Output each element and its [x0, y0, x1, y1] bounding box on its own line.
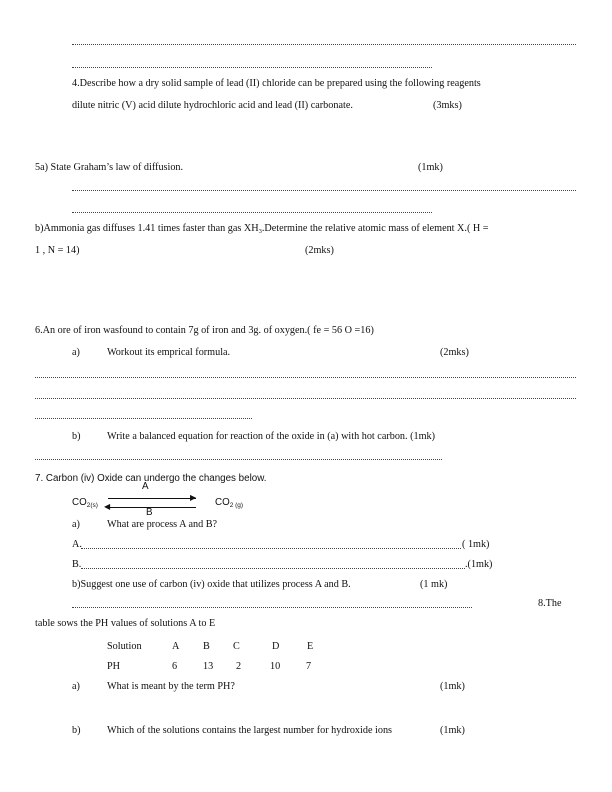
table-cell: 13 — [203, 661, 214, 672]
q8b-label: b) — [72, 725, 81, 736]
forward-arrowhead-icon: ▶ — [190, 493, 197, 502]
q8-stem-rest: table sows the PH values of solutions A to E — [35, 618, 216, 629]
q8b-text: Which of the solutions contains the largest number for hydroxide ions — [107, 725, 393, 736]
answer-a-marks: ( 1mk) — [462, 539, 490, 550]
answer-line[interactable] — [81, 568, 465, 569]
q6-stem: 6.An ore of iron wasfound to contain 7g of iron and 3g. of oxygen.( fe = 56 O =16) — [35, 325, 374, 336]
answer-line[interactable] — [81, 548, 461, 549]
table-row-label: PH — [107, 661, 121, 672]
answer-line[interactable] — [72, 67, 432, 68]
q5a-marks: (1mk) — [418, 162, 443, 173]
answer-line[interactable] — [35, 418, 252, 419]
q7-stem: 7. Carbon (iv) Oxide can undergo the changes below. — [35, 473, 267, 484]
q4-line1: 4.Describe how a dry solid sample of lead (II) chloride can be prepared using the following reagents — [72, 78, 481, 89]
q6a-text: Workout its emprical formula. — [107, 347, 231, 358]
co2-solid-state: 2(s) — [86, 502, 98, 509]
q5b-line1 — [35, 223, 489, 238]
table-header-cell: B — [203, 641, 210, 652]
table-header-cell: E — [307, 641, 314, 652]
table-header-cell: C — [233, 641, 240, 652]
q8a-marks: (1mk) — [440, 681, 465, 692]
table-cell: 2 — [236, 661, 242, 672]
co2-solid-formula: CO — [72, 497, 87, 508]
q5b-marks: (2mks) — [305, 245, 334, 256]
q8b-marks: (1mk) — [440, 725, 465, 736]
q8-stem-start: 8.The — [538, 598, 562, 609]
table-cell: 7 — [306, 661, 312, 672]
q7b-marks: (1 mk) — [420, 579, 448, 590]
q7a-text: What are process A and B? — [107, 519, 218, 530]
arrow-label-a: A — [142, 481, 149, 492]
q6a-marks: (2mks) — [440, 347, 469, 358]
answer-line[interactable] — [72, 190, 576, 191]
answer-a-label: A. — [72, 539, 82, 550]
q7b-text: b)Suggest one use of carbon (iv) oxide that utilizes process A and B. — [72, 579, 351, 590]
q6b-text: Write a balanced equation for reaction of the oxide in (a) with hot carbon. (1mk) — [107, 431, 436, 442]
forward-arrow-icon — [108, 498, 196, 499]
co2-solid — [72, 497, 98, 512]
co2-gas-state: 2 (g) — [229, 502, 244, 509]
table-cell: 6 — [172, 661, 178, 672]
q8a-text: What is meant by the term PH? — [107, 681, 235, 692]
q5b-line2: 1 , N = 14) — [35, 245, 80, 256]
answer-line[interactable] — [72, 44, 576, 45]
table-cell: 10 — [270, 661, 281, 672]
q8a-label: a) — [72, 681, 80, 692]
q5b-text-pre: b)Ammonia gas diffuses 1.41 times faster than gas XH — [35, 223, 259, 234]
answer-line[interactable] — [35, 377, 576, 378]
co2-gas-formula: CO — [215, 497, 230, 508]
q7a-label: a) — [72, 519, 80, 530]
answer-b-label: B. — [72, 559, 82, 570]
q5a-text: 5a) State Graham’s law of diffusion. — [35, 162, 184, 173]
answer-line[interactable] — [35, 459, 442, 460]
co2-gas — [215, 497, 243, 512]
table-header-cell: D — [272, 641, 280, 652]
table-header-label: Solution — [107, 641, 142, 652]
answer-b-marks: .(1mk) — [465, 559, 493, 570]
table-header-cell: A — [172, 641, 180, 652]
q4-line2: dilute nitric (V) acid dilute hydrochloric acid and lead (II) carbonate. — [72, 100, 353, 111]
q4-marks: (3mks) — [433, 100, 462, 111]
q6b-label: b) — [72, 431, 81, 442]
q5b-subscript: 3 — [258, 228, 262, 235]
arrow-label-b: B — [146, 507, 153, 518]
answer-line[interactable] — [72, 212, 432, 213]
answer-line[interactable] — [35, 398, 576, 399]
q6a-label: a) — [72, 347, 80, 358]
answer-line[interactable] — [72, 607, 472, 608]
reverse-arrowhead-icon: ◀ — [104, 502, 111, 511]
q5b-text-post: .Determine the relative atomic mass of element X.( H = — [261, 223, 489, 234]
